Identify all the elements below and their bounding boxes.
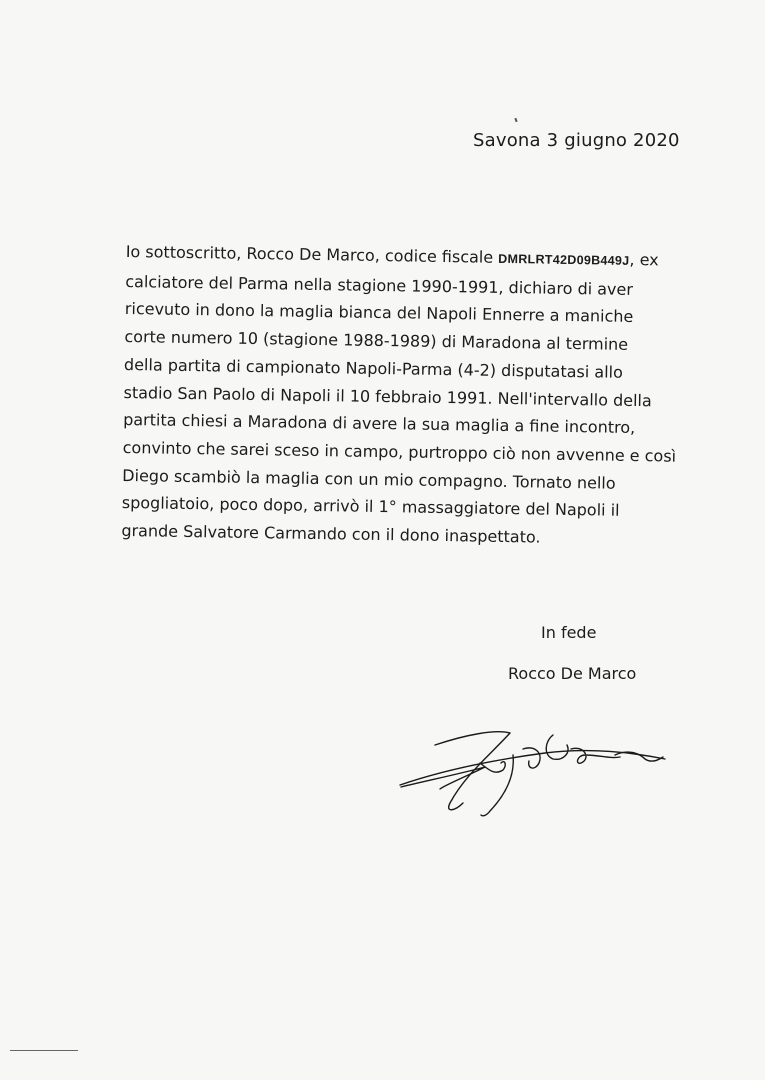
body-line: della partita di campionato Napoli-Parma (4-2) disputatasi allo: [123, 354, 624, 382]
body-line: calciatore del Parma nella stagione 1990-1991, dichiaro di aver: [125, 271, 634, 299]
body-line: stadio San Paolo di Napoli il 10 febbraio 1991. Nell'intervallo della: [123, 382, 652, 410]
body-line: corte numero 10 (stagione 1988-1989) di Maradona al termine: [124, 327, 629, 355]
body-line: grande Salvatore Carmando con il dono inaspettato.: [121, 520, 541, 547]
closing-formula: In fede: [541, 623, 597, 642]
ink-speck: [514, 118, 517, 122]
body-line: partita chiesi a Maradona di avere la sua maglia a fine incontro,: [122, 410, 636, 438]
declaration-body: [121, 238, 677, 553]
place-and-date: Savona 3 giugno 2020: [473, 130, 680, 151]
body-line-text: Io sottoscritto, Rocco De Marco, codice fiscale: [125, 241, 499, 267]
body-line: ricevuto in dono la maglia bianca del Napoli Ennerre a maniche: [124, 299, 634, 327]
fiscal-code: DMRLRT42D09B449J: [498, 251, 630, 268]
scan-edge-line: [10, 1050, 78, 1051]
body-line: spogliatoio, poco dopo, arrivò il 1° massaggiatore del Napoli il: [121, 493, 620, 521]
body-line-text: , ex: [629, 249, 659, 270]
body-line: Diego scambiò la maglia con un mio compagno. Tornato nello: [122, 465, 616, 493]
signer-name: Rocco De Marco: [508, 664, 637, 683]
body-line: convinto che sarei sceso in campo, purtroppo ciò non avvenne e così: [122, 437, 677, 466]
handwritten-signature: [395, 715, 675, 825]
